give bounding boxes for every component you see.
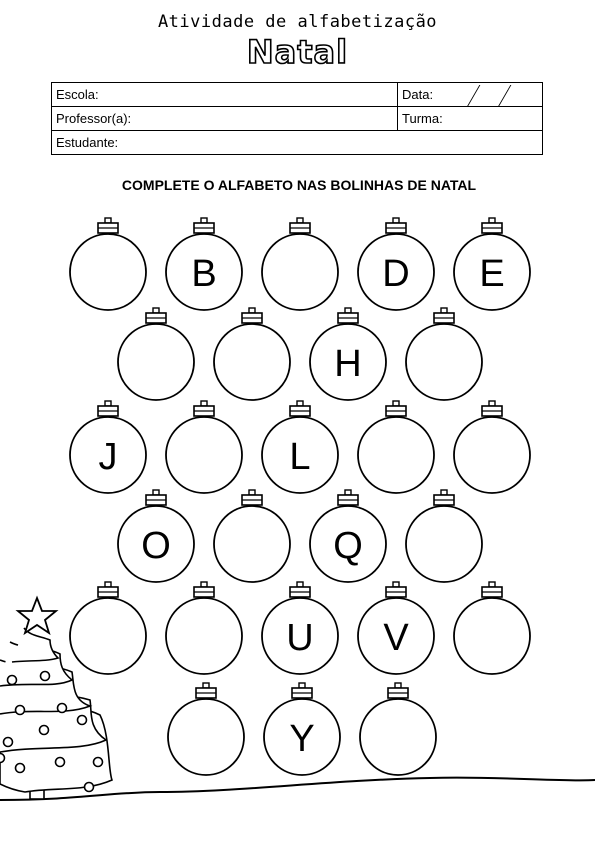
ornament-letter: V [383, 617, 409, 659]
student-label: Estudante: [56, 135, 119, 150]
ornament[interactable] [166, 401, 242, 493]
ornament-ball [358, 417, 434, 493]
ornament[interactable] [454, 582, 530, 674]
ornament-letter: Q [333, 525, 363, 567]
ornament[interactable] [70, 218, 146, 310]
ornament-ball [214, 324, 290, 400]
ornament [264, 683, 340, 775]
ornament[interactable] [406, 490, 482, 582]
ornament-ball [166, 598, 242, 674]
ornament[interactable] [406, 308, 482, 400]
ornament[interactable] [70, 582, 146, 674]
ornament[interactable] [214, 490, 290, 582]
activity-subtitle: Atividade de alfabetização [157, 12, 438, 32]
ornament-ball [406, 324, 482, 400]
ornament[interactable] [454, 401, 530, 493]
ornament-letter: O [141, 525, 171, 567]
ornament [358, 582, 434, 674]
ornament-letter: Y [289, 718, 315, 760]
ornament [70, 401, 146, 493]
school-label: Escola: [56, 87, 99, 102]
ornament[interactable] [166, 582, 242, 674]
ornament[interactable] [358, 401, 434, 493]
teacher-label: Professor(a): [56, 111, 132, 126]
ornament-ball [454, 417, 530, 493]
ornament [310, 490, 386, 582]
ornament-letter: U [286, 617, 314, 659]
ornament-letter: E [479, 253, 505, 295]
ornament-letter: B [191, 253, 217, 295]
ornament[interactable] [360, 683, 436, 775]
ornament[interactable] [118, 308, 194, 400]
ornament-letter: H [334, 343, 362, 385]
ornament-letter: D [382, 253, 410, 295]
ornament-ball [70, 598, 146, 674]
ornament-letter: J [98, 436, 118, 478]
instruction-text: COMPLETE O ALFABETO NAS BOLINHAS DE NATAL [121, 177, 477, 193]
page-title: Natal [246, 33, 349, 71]
ornament [166, 218, 242, 310]
ornament-ball [70, 234, 146, 310]
ornament[interactable] [262, 218, 338, 310]
ornament [454, 218, 530, 310]
ornament [262, 401, 338, 493]
ornament[interactable] [214, 308, 290, 400]
class-label: Turma: [402, 111, 443, 126]
ornament[interactable] [168, 683, 244, 775]
ornament-ball [360, 699, 436, 775]
ornament-ball [166, 417, 242, 493]
date-label: Data: [402, 87, 434, 102]
ornament-ball [262, 234, 338, 310]
ornament [118, 490, 194, 582]
ornament-ball [214, 506, 290, 582]
ornament-ball [454, 598, 530, 674]
ornament-ball [406, 506, 482, 582]
ornament-letter: L [289, 436, 311, 478]
ornament [310, 308, 386, 400]
ornament [262, 582, 338, 674]
ornament-ball [168, 699, 244, 775]
ornament-ball [118, 324, 194, 400]
ornament [358, 218, 434, 310]
